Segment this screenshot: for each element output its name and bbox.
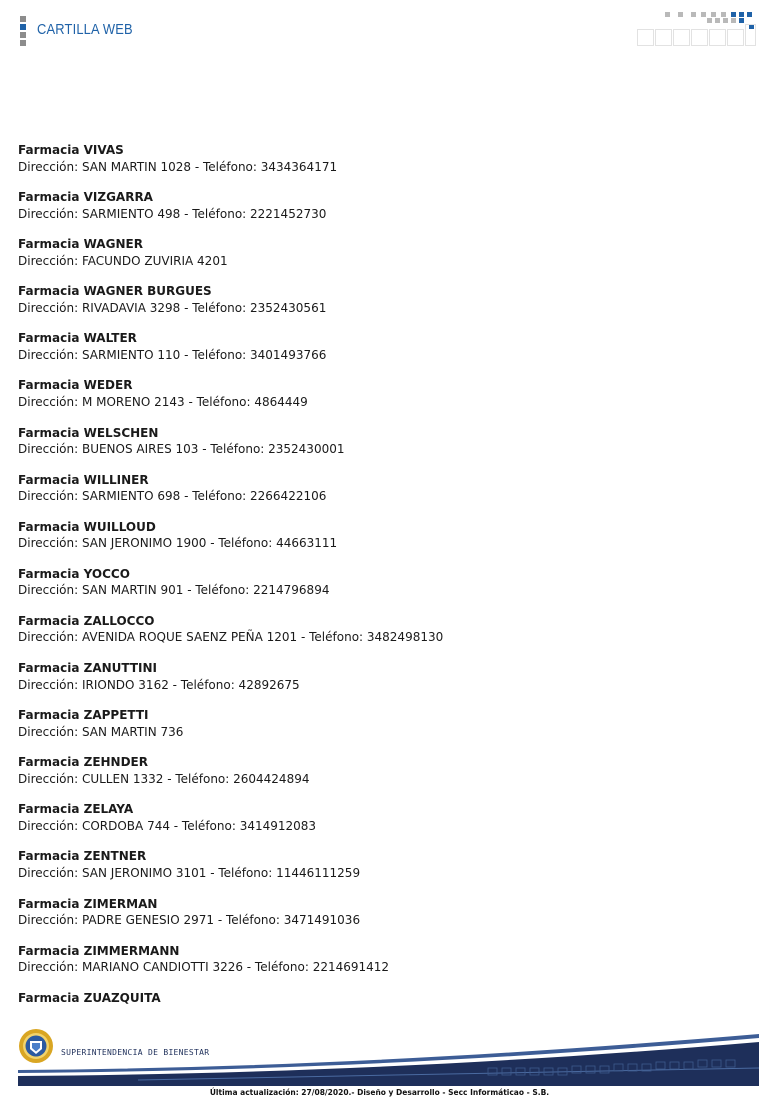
pharmacy-details: Dirección: BUENOS AIRES 103 - Teléfono: 2352430001 <box>18 442 345 457</box>
pharmacy-details: Dirección: M MORENO 2143 - Teléfono: 4864449 <box>18 394 308 409</box>
pharmacy-name: Farmacia ZUAZQUITA <box>18 990 161 1005</box>
pharmacy-name: Farmacia WILLINER <box>18 472 149 487</box>
pharmacy-name: Farmacia WELSCHEN <box>18 425 159 440</box>
pharmacy-details: Dirección: IRIONDO 3162 - Teléfono: 42892675 <box>18 677 300 692</box>
list-item <box>18 801 738 848</box>
pharmacy-details: Dirección: FACUNDO ZUVIRIA 4201 <box>18 253 228 268</box>
list-item <box>18 896 738 943</box>
list-item <box>18 519 738 566</box>
pharmacy-details: Dirección: SAN JERONIMO 1900 - Teléfono: 44663111 <box>18 536 338 551</box>
list-item <box>18 425 738 472</box>
pharmacy-details: Dirección: SARMIENTO 110 - Teléfono: 3401493766 <box>18 347 327 362</box>
pharmacy-name: Farmacia WEDER <box>18 378 133 393</box>
brand-mark-icon <box>20 16 26 46</box>
pharmacy-details: Dirección: SARMIENTO 498 - Teléfono: 2221452730 <box>18 206 327 221</box>
pharmacy-name: Farmacia ZANUTTINI <box>18 661 158 676</box>
list-item <box>18 330 738 377</box>
pharmacy-name: Farmacia ZIMMERMANN <box>18 943 180 958</box>
page-header <box>0 0 759 60</box>
page-title: CARTILLA WEB <box>37 21 133 38</box>
pharmacy-details: Dirección: MARIANO CANDIOTTI 3226 - Teléfono: 2214691412 <box>18 960 390 975</box>
list-item <box>18 142 738 189</box>
pharmacy-details: Dirección: SAN MARTIN 736 <box>18 724 184 739</box>
pharmacy-name: Farmacia WALTER <box>18 331 137 346</box>
pharmacy-details: Dirección: SAN MARTIN 1028 - Teléfono: 3434364171 <box>18 159 338 174</box>
pharmacy-name: Farmacia WAGNER <box>18 237 143 252</box>
pharmacy-name: Farmacia ZELAYA <box>18 802 134 817</box>
pharmacy-details: Dirección: SARMIENTO 698 - Teléfono: 2266422106 <box>18 489 327 504</box>
list-item <box>18 189 738 236</box>
pharmacy-name: Farmacia VIZGARRA <box>18 190 153 205</box>
pharmacy-details: Dirección: AVENIDA ROQUE SAENZ PEÑA 1201 - Teléfono: 3482498130 <box>18 630 444 645</box>
pharmacy-name: Farmacia YOCCO <box>18 566 130 581</box>
list-item <box>18 660 738 707</box>
pharmacy-details: Dirección: SAN JERONIMO 3101 - Teléfono: 11446111259 <box>18 865 361 880</box>
pharmacy-details: Dirección: CULLEN 1332 - Teléfono: 2604424894 <box>18 771 310 786</box>
list-item <box>18 566 738 613</box>
pharmacy-name: Farmacia ZALLOCCO <box>18 613 155 628</box>
list-item <box>18 754 738 801</box>
pharmacy-name: Farmacia ZEHNDER <box>18 755 148 770</box>
list-item <box>18 283 738 330</box>
pharmacy-list <box>18 142 738 1037</box>
list-item <box>18 848 738 895</box>
pharmacy-name: Farmacia VIVAS <box>18 143 124 157</box>
pharmacy-name: Farmacia ZENTNER <box>18 849 147 864</box>
decorative-squares-icon <box>635 12 759 48</box>
pharmacy-details: Dirección: RIVADAVIA 3298 - Teléfono: 2352430561 <box>18 300 327 315</box>
organization-name: SUPERINTENDENCIA DE BIENESTAR <box>61 1048 210 1057</box>
last-updated-note: Última actualización: 27/08/2020.- Diseño y Desarrollo - Secc Informáticao - S.B. <box>209 1088 550 1097</box>
list-item <box>18 236 738 283</box>
pharmacy-details: Dirección: SAN MARTIN 901 - Teléfono: 2214796894 <box>18 583 330 598</box>
list-item <box>18 613 738 660</box>
pharmacy-name: Farmacia ZAPPETTI <box>18 708 149 723</box>
institution-seal-icon <box>18 1028 54 1064</box>
list-item <box>18 707 738 754</box>
pharmacy-name: Farmacia ZIMERMAN <box>18 896 158 911</box>
pharmacy-name: Farmacia WUILLOUD <box>18 519 156 534</box>
list-item <box>18 377 738 424</box>
pharmacy-name: Farmacia WAGNER BURGUES <box>18 284 212 299</box>
list-item <box>18 472 738 519</box>
list-item <box>18 943 738 990</box>
footer-band-icon <box>18 1028 759 1088</box>
pharmacy-details: Dirección: CORDOBA 744 - Teléfono: 3414912083 <box>18 818 317 833</box>
pharmacy-details: Dirección: PADRE GENESIO 2971 - Teléfono: 3471491036 <box>18 913 361 927</box>
